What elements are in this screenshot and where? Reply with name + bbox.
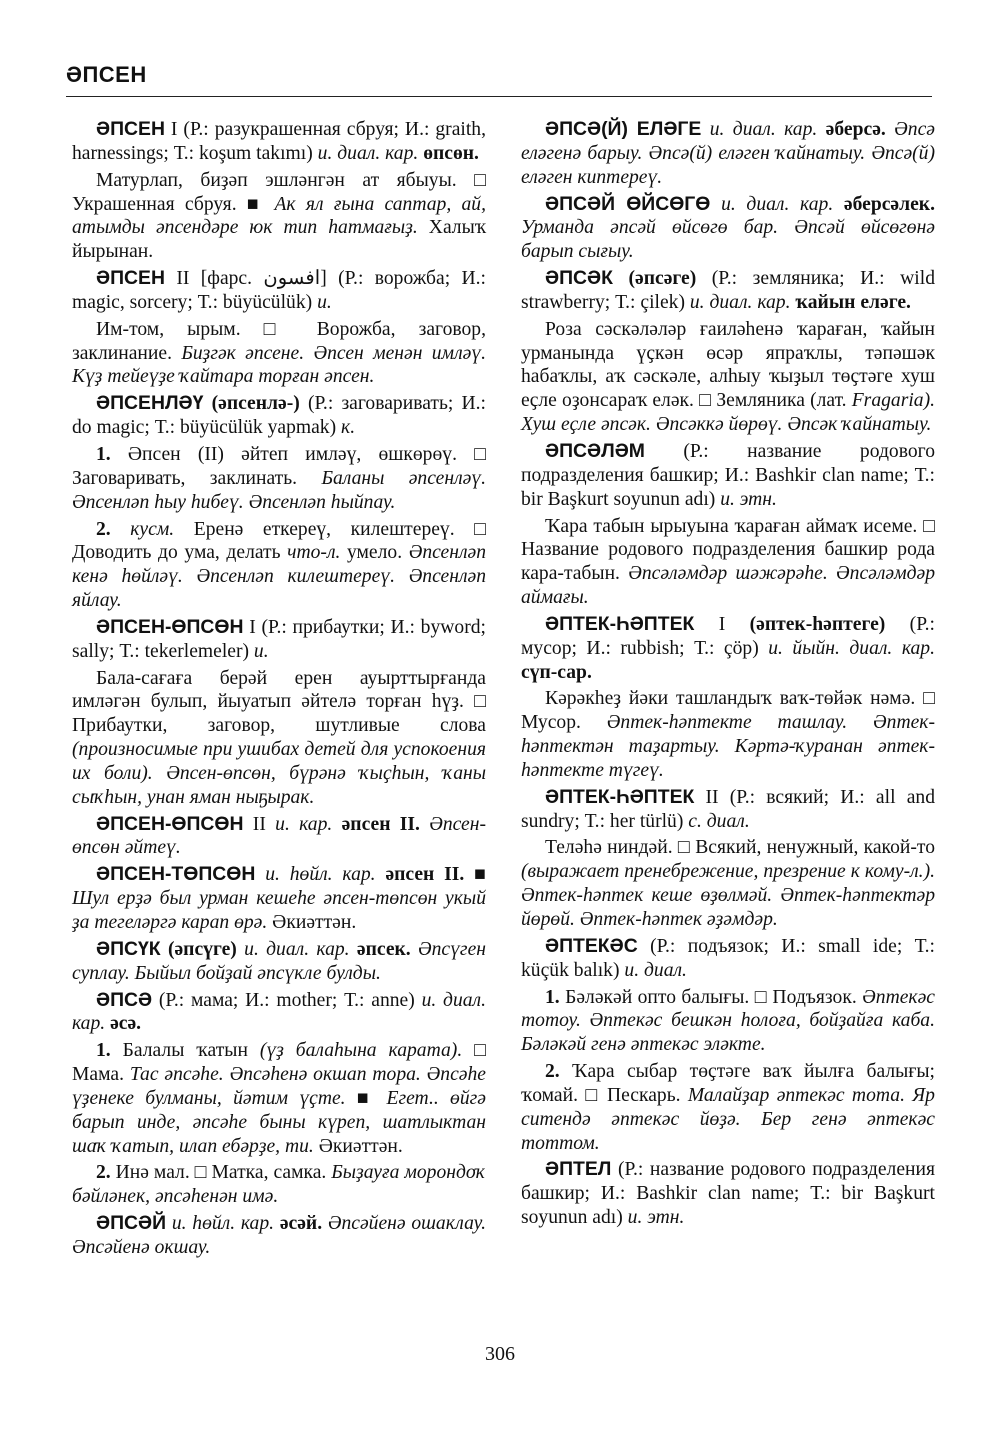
text: Ҡара табын ырыуына ҡараған аймаҡ исеме. □ Название родового подразделения башкир рода кара-табын. <box>521 515 935 585</box>
text <box>420 814 429 835</box>
text <box>203 393 211 414</box>
entry-paragraph <box>72 1161 486 1209</box>
italic-text: и. <box>253 640 269 662</box>
italic-text: Егет.. өйгә барып инде, әпсәһе быны күреп, шатлыктан шаҡ ҡатып, илап ебәрҙе, ти. <box>72 1087 486 1157</box>
text: Матурлап, биҙәп эшләнгән ат ябыуы. □ Украшенная сбруя. ■ <box>72 169 486 215</box>
headword: ӘПСЕН-ТӨПСӨН <box>96 863 256 886</box>
bold-text: әберсәлек. <box>843 193 935 215</box>
bold-text: (әпсенлә-) <box>211 393 300 415</box>
text <box>376 864 386 885</box>
italic-text: Биҙгәк әпсене. Әпсен менән имләү. Күҙ тейеүҙе ҡайтара торған әпсен. <box>72 342 486 388</box>
italic-text: Шул ерҙә был урман кешеһе әпсен-төпсөн укый ҙа тегеләргә карап өрә. <box>72 888 486 933</box>
text <box>332 814 341 835</box>
text <box>710 194 721 215</box>
italic-text: Әптекәс тотоу. Әптекәс бешкән һолоға, бойҙайға каба. Бәләкәй генә әптекәс эләкте. <box>521 986 935 1056</box>
dictionary-entry <box>521 786 935 834</box>
entry-paragraph <box>72 318 486 390</box>
bold-text: әпсен II. <box>385 864 465 886</box>
bold-text: (әпсүге) <box>167 938 237 960</box>
text: II <box>243 813 276 835</box>
italic-text: Малайҙар әптекәс тота. Яр ситендә әптекәс йөҙә. Бер генә әптекәс тоттом. <box>521 1084 935 1154</box>
text: Еренә еткереү, килештереү. □ Доводить до ума, делать <box>72 518 486 564</box>
italic-text: с. диал. <box>688 810 750 832</box>
italic-text: и. диал. кар. <box>72 989 486 1035</box>
headword: ӘПСЕНЛӘҮ <box>96 392 204 415</box>
headword: ӘПСЕН-ӨПСӨН <box>96 812 244 835</box>
italic-text: Әпсәйенә ошаклау. Әпсәйенә окшау. <box>72 1213 486 1258</box>
text: умело. <box>340 542 409 564</box>
text: (Р.: заговаривать; И.: do magic; Т.: büyücülük yapmak) <box>72 393 486 439</box>
bold-text: өпсөн. <box>423 142 479 164</box>
entry-paragraph <box>521 986 935 1058</box>
text: Ҡара сыбар төҫтәге ваҡ йылға балығы; ҡомай. □ Пескарь. <box>521 1061 935 1106</box>
text: (Р.: название родового подразделения башкир; И.: Bashkir clan name; Т.: bir Başkurt soyunun adı) <box>521 440 935 510</box>
bold-text: 1. <box>545 986 560 1008</box>
dictionary-entry <box>521 193 935 265</box>
entry-paragraph <box>72 1039 486 1158</box>
dictionary-entry <box>72 1212 486 1260</box>
italic-text: Тас әпсәһе. Әпсәһенә окшап тора. Әпсәһе үҙенеке булманы, йәтим үҫте. <box>72 1064 486 1109</box>
text <box>701 119 709 140</box>
text: I (Р.: прибаутки; И.: byword; sally; Т.: tekerlemeler) <box>72 616 486 662</box>
italic-text: Әпсүген суплау. Быйыл бойҙай әпсүкле булды. <box>72 938 486 984</box>
dictionary-entry <box>72 118 486 166</box>
italic-text: кусм. <box>130 518 175 540</box>
italic-text: что-л. <box>287 542 341 564</box>
text: ■ <box>464 864 486 886</box>
text: (Р.: подъязок; И.: small ide; Т.: küçük balık) <box>521 935 935 981</box>
headword: ӘПСӘК <box>545 267 613 290</box>
italic-text: и. <box>317 291 332 313</box>
text <box>411 939 418 960</box>
headword: ӘПСЕН <box>96 118 165 140</box>
italic-text: и. диал. кар. <box>721 193 834 215</box>
text <box>833 194 844 215</box>
right-column <box>521 118 935 1233</box>
italic-text: и. һөйл. кар. <box>265 864 376 886</box>
italic-text: и. диал. кар. <box>689 291 791 313</box>
text: (Р.: название родового подразделения башкир; И.: Bashkir clan name; Т.: bir Başkurt soyunun adı) <box>521 1159 935 1229</box>
dictionary-entry <box>521 613 935 685</box>
italic-text: Әптек-һәптекте ташлау. Әптек-һәптектән таҙартыу. Кәртә-ҡуранан әптек-һәптекте түгеү. <box>521 712 935 781</box>
bold-text: әпсек. <box>356 938 411 960</box>
italic-text: и. диал. <box>624 959 687 981</box>
bold-text: әсәй. <box>279 1213 323 1235</box>
dictionary-entry <box>521 118 935 190</box>
bold-text: 2. <box>96 1162 111 1184</box>
text: Роза сәскәләләр ғаиләһенә ҡараған, ҡайын урманында үҫкән өсәр япраҡлы, тәпәшәк һабаҡлы, аҡ сәскәле, алһыу ҡыҙыл төҫтәге хуш еҫле оҙонсараҡ еләк. □ Земляника (лат. <box>521 318 935 412</box>
italic-text: (үҙ балаһына карата). <box>259 1040 463 1062</box>
dictionary-entry <box>521 267 935 315</box>
text: (Р.: мама; И.: mother; Т.: anne) <box>152 989 422 1011</box>
text <box>255 864 265 885</box>
italic-text: Әпсәләмдәр шәжәрәһе. Әпсәләмдәр аймағы. <box>521 563 935 609</box>
text: I (Р.: разукрашенная сбруя; И.: graith, harnessings; Т.: koşum takımı) <box>72 119 486 164</box>
running-head-word: ӘПСЕН <box>66 62 147 87</box>
page-number: 306 <box>485 1343 515 1365</box>
headword: ӘПТЕКӘС <box>545 934 638 957</box>
text: Кәрәкһеҙ йәки ташландыҡ ваҡ-төйәк нәмә. □ Мусор. <box>521 688 935 734</box>
italic-text: Әпсен-өпсөн әйтеү. <box>72 813 486 859</box>
dictionary-entry <box>72 267 486 315</box>
bold-text: 2. <box>96 518 111 540</box>
text <box>613 268 629 289</box>
italic-text: и. кар. <box>275 813 333 835</box>
dictionary-entry <box>72 989 486 1037</box>
italic-text: Ак ял ғына саптар, ай, атымды әпсендәре юк тип һатмағыҙ. <box>72 193 487 239</box>
bold-text: (әптек-һәптеге) <box>749 613 886 635</box>
dictionary-entry <box>72 813 486 861</box>
text: Теләһә ниндәй. □ Всякий, ненужный, какой-то <box>545 837 935 859</box>
bold-text: әсә. <box>110 1013 142 1035</box>
italic-text: Әпсә еләгенә барыу. Әпсә(й) еләген ҡайнатыу. Әпсә(й) еләген киптереү. <box>521 119 935 188</box>
running-header <box>66 62 932 97</box>
text: II (Р.: всякий; И.: all and sundry; Т.: her türlü) <box>521 786 935 832</box>
text <box>350 939 357 960</box>
headword: ӘПСӘЛӘМ <box>545 439 645 462</box>
italic-text: Әпсенләп кенә һөйләү. Әпсенләп килештереү. Әпсенләп яйлау. <box>72 542 487 612</box>
entry-paragraph <box>72 667 486 810</box>
text: Им-том, ырым. □ Ворожба, заговор, заклинание. <box>72 318 486 364</box>
italic-text: и. этн. <box>720 488 777 510</box>
italic-text: и. диал. кар. <box>709 119 818 140</box>
italic-text: Урманда әпсәй өйсөгө бар. Әпсәй өйсөгөнә барып сығыу. <box>521 217 935 263</box>
italic-text: (выражает пренебрежение, презрение к кому-л.). Әптек-һәптек кеше өҙөлмәй. Әптек-һәптектәр йөрөй. Әптек-һәптек әҙәмдәр. <box>521 861 935 930</box>
italic-text: и. йыйн. диал. кар. <box>768 637 935 659</box>
dictionary-entry <box>72 616 486 664</box>
dictionary-entry <box>72 863 486 935</box>
text: Әпсен (II) әйтеп имләү, өшкөрөү. □ Заговаривать, заклинать. <box>72 443 486 489</box>
italic-text: и. һөйл. кар. <box>171 1213 275 1235</box>
dictionary-entry <box>72 938 486 986</box>
headword: ӘПСҮК <box>96 937 161 960</box>
text: ■ <box>345 1087 387 1109</box>
italic-text: Fragaria). Хуш еҫле әпсәк. Әпсәккә йөрөү. Әпсәк ҡайнатыу. <box>521 390 935 436</box>
text <box>161 939 168 960</box>
headword: ӘПСЕН-ӨПСӨН <box>96 615 244 638</box>
text: Бала-сағаға берәй ерен ауырттырғанда имләгән булып, йыуатып әйтелә торған һүҙ. □ Прибаутки, заговор, шутливые слова <box>72 667 486 737</box>
dictionary-entry <box>521 1158 935 1230</box>
italic-text: к. <box>341 417 356 439</box>
italic-text: и. этн. <box>627 1207 685 1229</box>
entry-paragraph <box>72 518 486 613</box>
italic-text: и. диал. кар. <box>244 938 350 960</box>
text: Халыҡ йырынан. <box>72 217 486 263</box>
text: II [фарс. افسون] (Р.: ворожба; И.: magic, sorcery; Т.: büyücülük) <box>72 268 486 313</box>
dictionary-entry <box>72 392 486 440</box>
text: Бәләкәй опто балығы. □ Подъязок. <box>559 986 863 1008</box>
italic-text: (произносимые при ушибах детей для успокоения их боли). Әпсен-өпсөн, бүрәнә ҡыҫһын, ҡаны сыҡһын, унан яман ныҕырак. <box>72 739 486 808</box>
entry-paragraph <box>521 318 935 437</box>
italic-text: Быҙауға морондоҡ бәйләнек, әпсәһенән имә. <box>72 1162 486 1208</box>
entry-paragraph <box>521 687 935 782</box>
headword: ӘПСӘЙ <box>96 1212 167 1235</box>
bold-text: сүп-сар. <box>521 661 592 683</box>
headword: ӘПСӘ <box>96 988 153 1011</box>
text: Әкиәттән. <box>267 912 357 933</box>
bold-text: әберсә. <box>825 119 886 140</box>
text <box>111 519 131 540</box>
bold-text: 1. <box>96 443 111 465</box>
text <box>817 119 825 140</box>
text: (Р.: мусор; И.: rubbish; Т.: çöp) <box>521 613 935 659</box>
text <box>886 119 894 140</box>
bold-text: ҡайын еләге. <box>795 291 911 313</box>
text: □ Мама. <box>72 1040 486 1086</box>
text: Әкиәттән. <box>313 1135 403 1157</box>
headword: ӘПТЕК-ҺӘПТЕК <box>545 612 695 635</box>
entry-paragraph <box>521 836 935 931</box>
bold-text: (әпсәге) <box>628 268 697 290</box>
headword: ӘПСӘЙ ӨЙСӨГӨ <box>545 192 711 215</box>
bold-text: 2. <box>545 1061 560 1083</box>
entry-paragraph <box>72 443 486 515</box>
dictionary-entry <box>521 935 935 983</box>
text: I <box>694 613 750 635</box>
text: (Р.: земляника; И.: wild strawberry; Т.: çilek) <box>521 268 935 313</box>
entry-paragraph <box>72 169 486 264</box>
left-column <box>72 118 486 1263</box>
bold-text: 1. <box>96 1040 111 1062</box>
text: Инә мал. □ Матка, самка. <box>110 1162 332 1184</box>
entry-paragraph <box>521 515 935 610</box>
text: Балалы ҡатын <box>110 1040 260 1062</box>
headword: ӘПСӘ(Й) ЕЛӘГЕ <box>545 118 702 140</box>
italic-text: Баланы әпсенләү. Әпсенләп һыу һибеү. Әпсенләп һыйпау. <box>72 467 487 513</box>
headword: ӘПТЕК-ҺӘПТЕК <box>545 785 695 808</box>
headword: ӘПСЕН <box>96 267 165 290</box>
headword: ӘПТЕЛ <box>545 1158 612 1181</box>
entry-paragraph <box>521 1060 935 1155</box>
italic-text: и. диал. кар. <box>317 142 419 164</box>
dictionary-entry <box>521 440 935 512</box>
bold-text: әпсен II. <box>341 813 420 835</box>
